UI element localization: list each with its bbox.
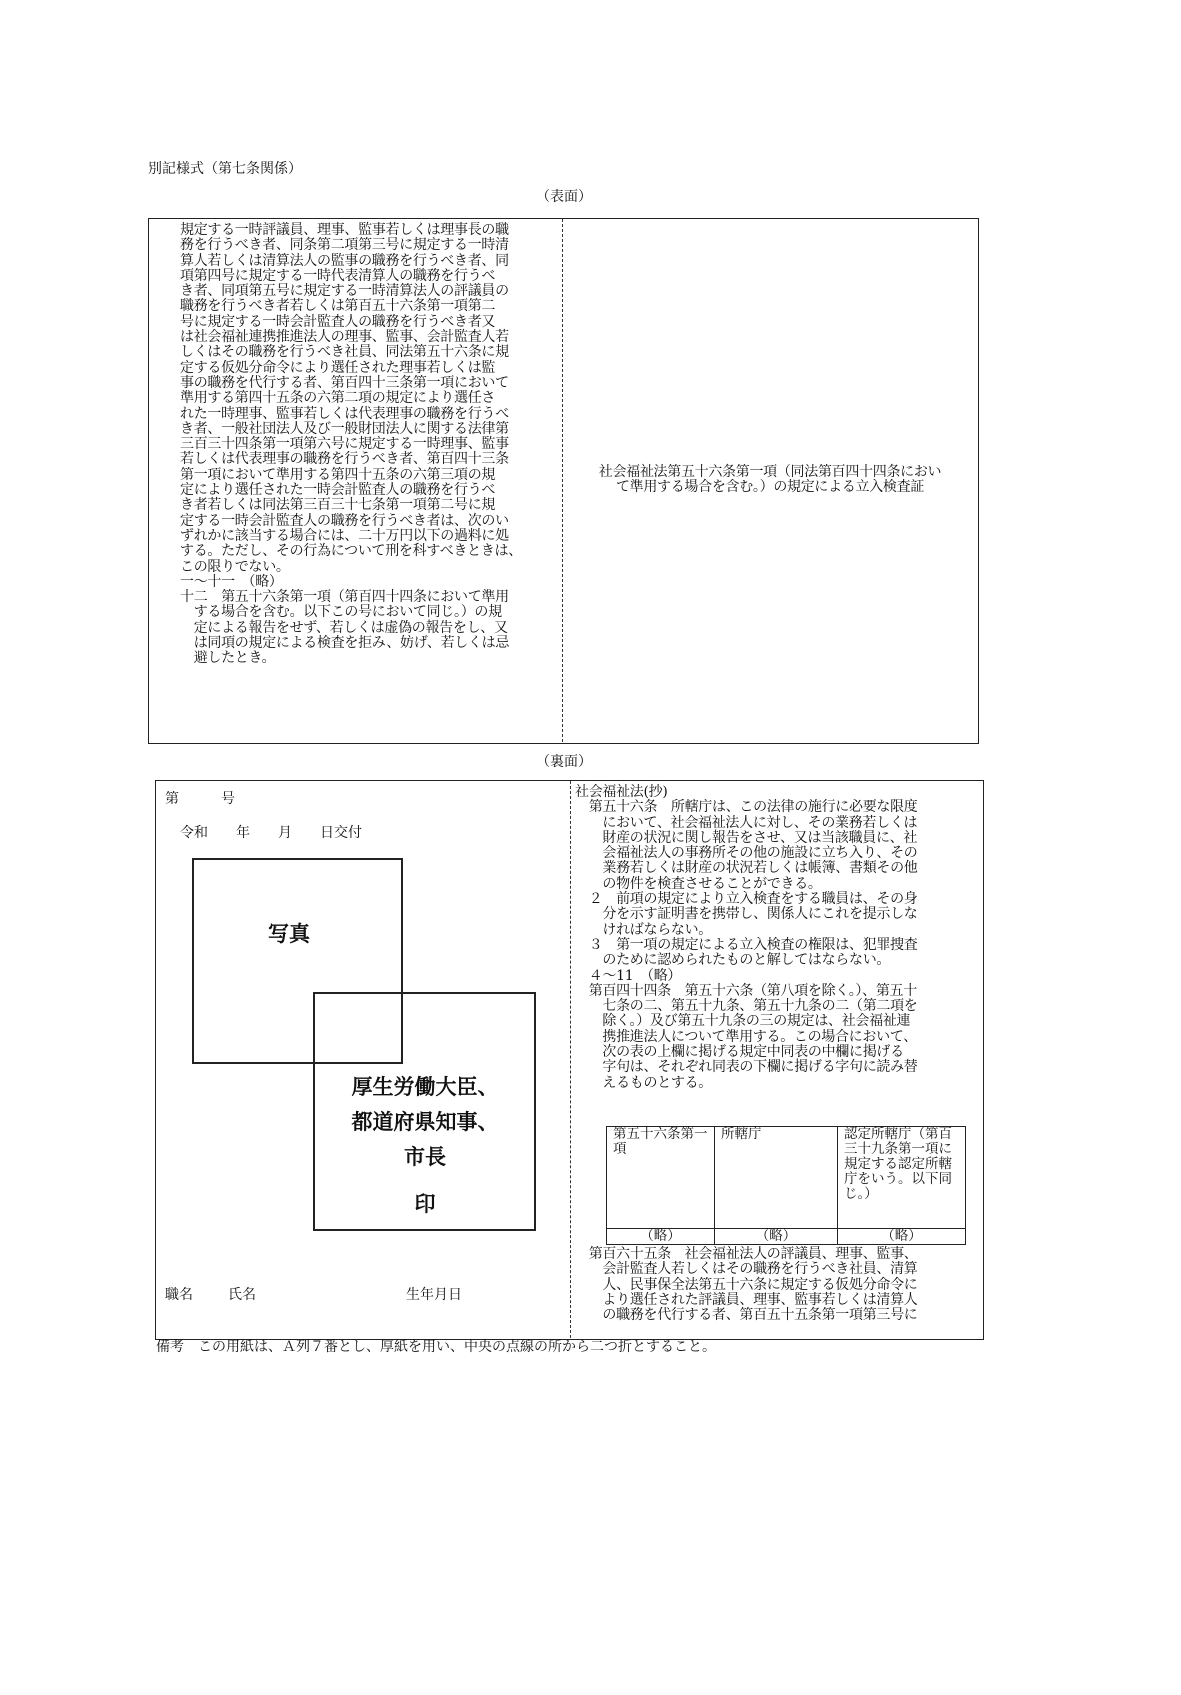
issuer-line-1: 厚生労働大臣、 [351,1075,499,1099]
text-line: 項第四号に規定する一時代表清算人の職務を行うべ [180,267,496,284]
text-line: えるものとする。 [575,1074,712,1091]
text-line: する。ただし、その行為について刑を科すべきときは、 [180,543,522,560]
text-line: 一～十一 （略） [180,573,283,590]
seal-label: 印 [414,1192,436,1216]
text-line: 第一項において準用する第四十五条の六第三項の規 [180,466,496,483]
text-line: 号に規定する一時会計監査人の職務を行うべき者又 [180,313,496,330]
table-cell: （略） [715,1229,838,1245]
text-line: において、社会福祉法人に対し、その業務若しくは [575,814,918,831]
text-line: 次の表の上欄に掲げる規定中同表の中欄に掲げる [575,1044,904,1061]
text-line: の職務を代行する者、第百五十五条第一項第三号に [575,1307,918,1324]
text-line: き者若しくは同法第三百三十七条第一項第二号に規 [180,497,496,514]
front-label: （表面） [536,189,592,205]
text-line: ずれかに該当する場合には、二十万円以下の過料に処 [180,527,509,544]
table-cell: 第五十六条第一項 [607,1127,715,1229]
text-line: 定する一時会計監査人の職務を行うべき者は、次のい [180,512,509,529]
text-line: ければならない。 [575,921,712,938]
text-line: 携推進法人について準用する。この場合において、 [575,1028,917,1045]
text-line: 定により選任された一時会計監査人の職務を行うべ [180,482,496,499]
text-line: 定による報告をせず、若しくは虚偽の報告をし、又 [180,619,508,636]
text-line: 社会福祉法第五十六条第一項（同法第百四十四条におい [598,464,942,480]
text-line: 職務を行うべき者若しくは第百五十六条第一項第二 [180,298,496,315]
text-line: のために認められたものと解してはならない。 [575,952,891,969]
text-line: 避したとき。 [180,650,276,667]
text-line: 社会福祉法(抄) [575,784,668,800]
welfare-law-excerpt [575,785,918,1091]
issuer-line-3: 市長 [404,1145,446,1169]
substitution-table [606,1126,966,1245]
text-line: 三百三十四条第一項第六号に規定する一時理事、監事 [180,436,509,453]
text-line: 七条の二、第五十九条、第五十九条の二（第二項を [575,998,918,1015]
text-line: き者、同項第五号に規定する一時清算法人の評議員の [180,283,509,300]
text-line: 字句は、それぞれ同表の下欄に掲げる字句に読み替 [575,1059,918,1076]
photo-label: 写真 [268,922,310,946]
text-line: 規定する一時評議員、理事、監事若しくは理事長の職 [180,222,509,238]
table-cell: （略） [607,1229,715,1245]
text-line: れた一時理事、監事若しくは代表理事の職務を行うべ [180,405,509,422]
welfare-law-excerpt-continued [575,1247,918,1323]
text-line: する場合を含む。以下この号において同じ。）の規 [180,604,502,621]
text-line: は社会福祉連携推進法人の理事、監事、会計監査人若 [180,329,509,346]
text-line: 会計監査人若しくはその職務を行うべき社員、清算 [575,1261,918,1278]
position-label: 職名 [165,1287,193,1303]
text-line: 除く。）及び第五十九条の三の規定は、社会福祉連 [575,1013,911,1030]
table-cell: 認定所轄庁（第百三十九条第一項に規定する認定所轄庁をいう。以下同じ。） [838,1127,966,1229]
text-line: 分を示す証明書を携帯し、関係人にこれを提示しな [575,906,918,923]
text-line: の物件を検査させることができる。 [575,875,822,892]
text-line: 第五十六条 所轄庁は、この法律の施行に必要な限度 [575,799,918,816]
remarks-note: 備考 この用紙は、Ａ列７番とし、厚紙を用い、中央の点線の所から二つ折とすること。 [156,1339,716,1355]
text-line: 第百六十五条 社会福祉法人の評議員、理事、監事、 [575,1246,918,1262]
text-line: は同項の規定による検査を拒み、妨げ、若しくは忌 [180,635,510,652]
text-line: しくはその職務を行うべき社員、同法第五十六条に規 [180,344,509,361]
text-line: 務を行うべき者、同条第二項第三号に規定する一時清 [180,237,509,254]
issue-date: 令和 年 月 日交付 [180,825,362,841]
text-line: ３ 第一項の規定による立入検査の権限は、犯罪捜査 [575,936,918,953]
text-line: 算人若しくは清算法人の監事の職務を行うべき者、同 [180,252,509,269]
text-line: ４～11 （略） [575,967,682,984]
text-line: より選任された評議員、理事、監事若しくは清算人 [575,1291,918,1308]
text-line: 若しくは代表理事の職務を行うべき者、第百四十三条 [180,451,509,468]
front-penalty-text [180,223,522,667]
form-title: 別記様式（第七条関係） [148,161,302,177]
fold-line [562,219,563,742]
text-line: 人、民事保全法第五十六条に規定する仮処分命令に [575,1276,918,1293]
number-label: 第 号 [165,791,235,807]
certificate-title [565,465,975,496]
text-line: 定する仮処分命令により選任された理事若しくは監 [180,359,496,376]
text-line: 財産の状況に関し報告をさせ、又は当該職員に、社 [575,829,918,846]
birthdate-label: 生年月日 [406,1287,462,1303]
text-line: 準用する第四十五条の六第二項の規定により選任さ [180,390,496,407]
text-line: 会福祉法人の事務所その他の施設に立ち入り、その [575,845,918,862]
text-line: 十二 第五十六条第一項（第百四十四条において準用 [180,589,509,606]
text-line: て準用する場合を含む。）の規定による立入検査証 [615,479,925,496]
fold-line [570,781,571,1338]
text-line: この限りでない。 [180,558,290,575]
table-cell: 所轄庁 [715,1127,838,1229]
text-line: 業務若しくは財産の状況若しくは帳簿、書類その他 [575,860,918,877]
text-line: 事の職務を代行する者、第百四十三条第一項において [180,374,509,391]
text-line: ２ 前項の規定により立入検査をする職員は、その身 [575,891,918,908]
name-label: 氏名 [228,1287,256,1303]
text-line: 第百四十四条 第五十六条（第八項を除く。）、第五十 [575,982,917,999]
table-cell: （略） [838,1229,966,1245]
back-label: （裏面） [536,754,592,770]
text-line: き者、一般社団法人及び一般財団法人に関する法律第 [180,420,509,437]
issuer-line-2: 都道府県知事、 [351,1110,499,1134]
